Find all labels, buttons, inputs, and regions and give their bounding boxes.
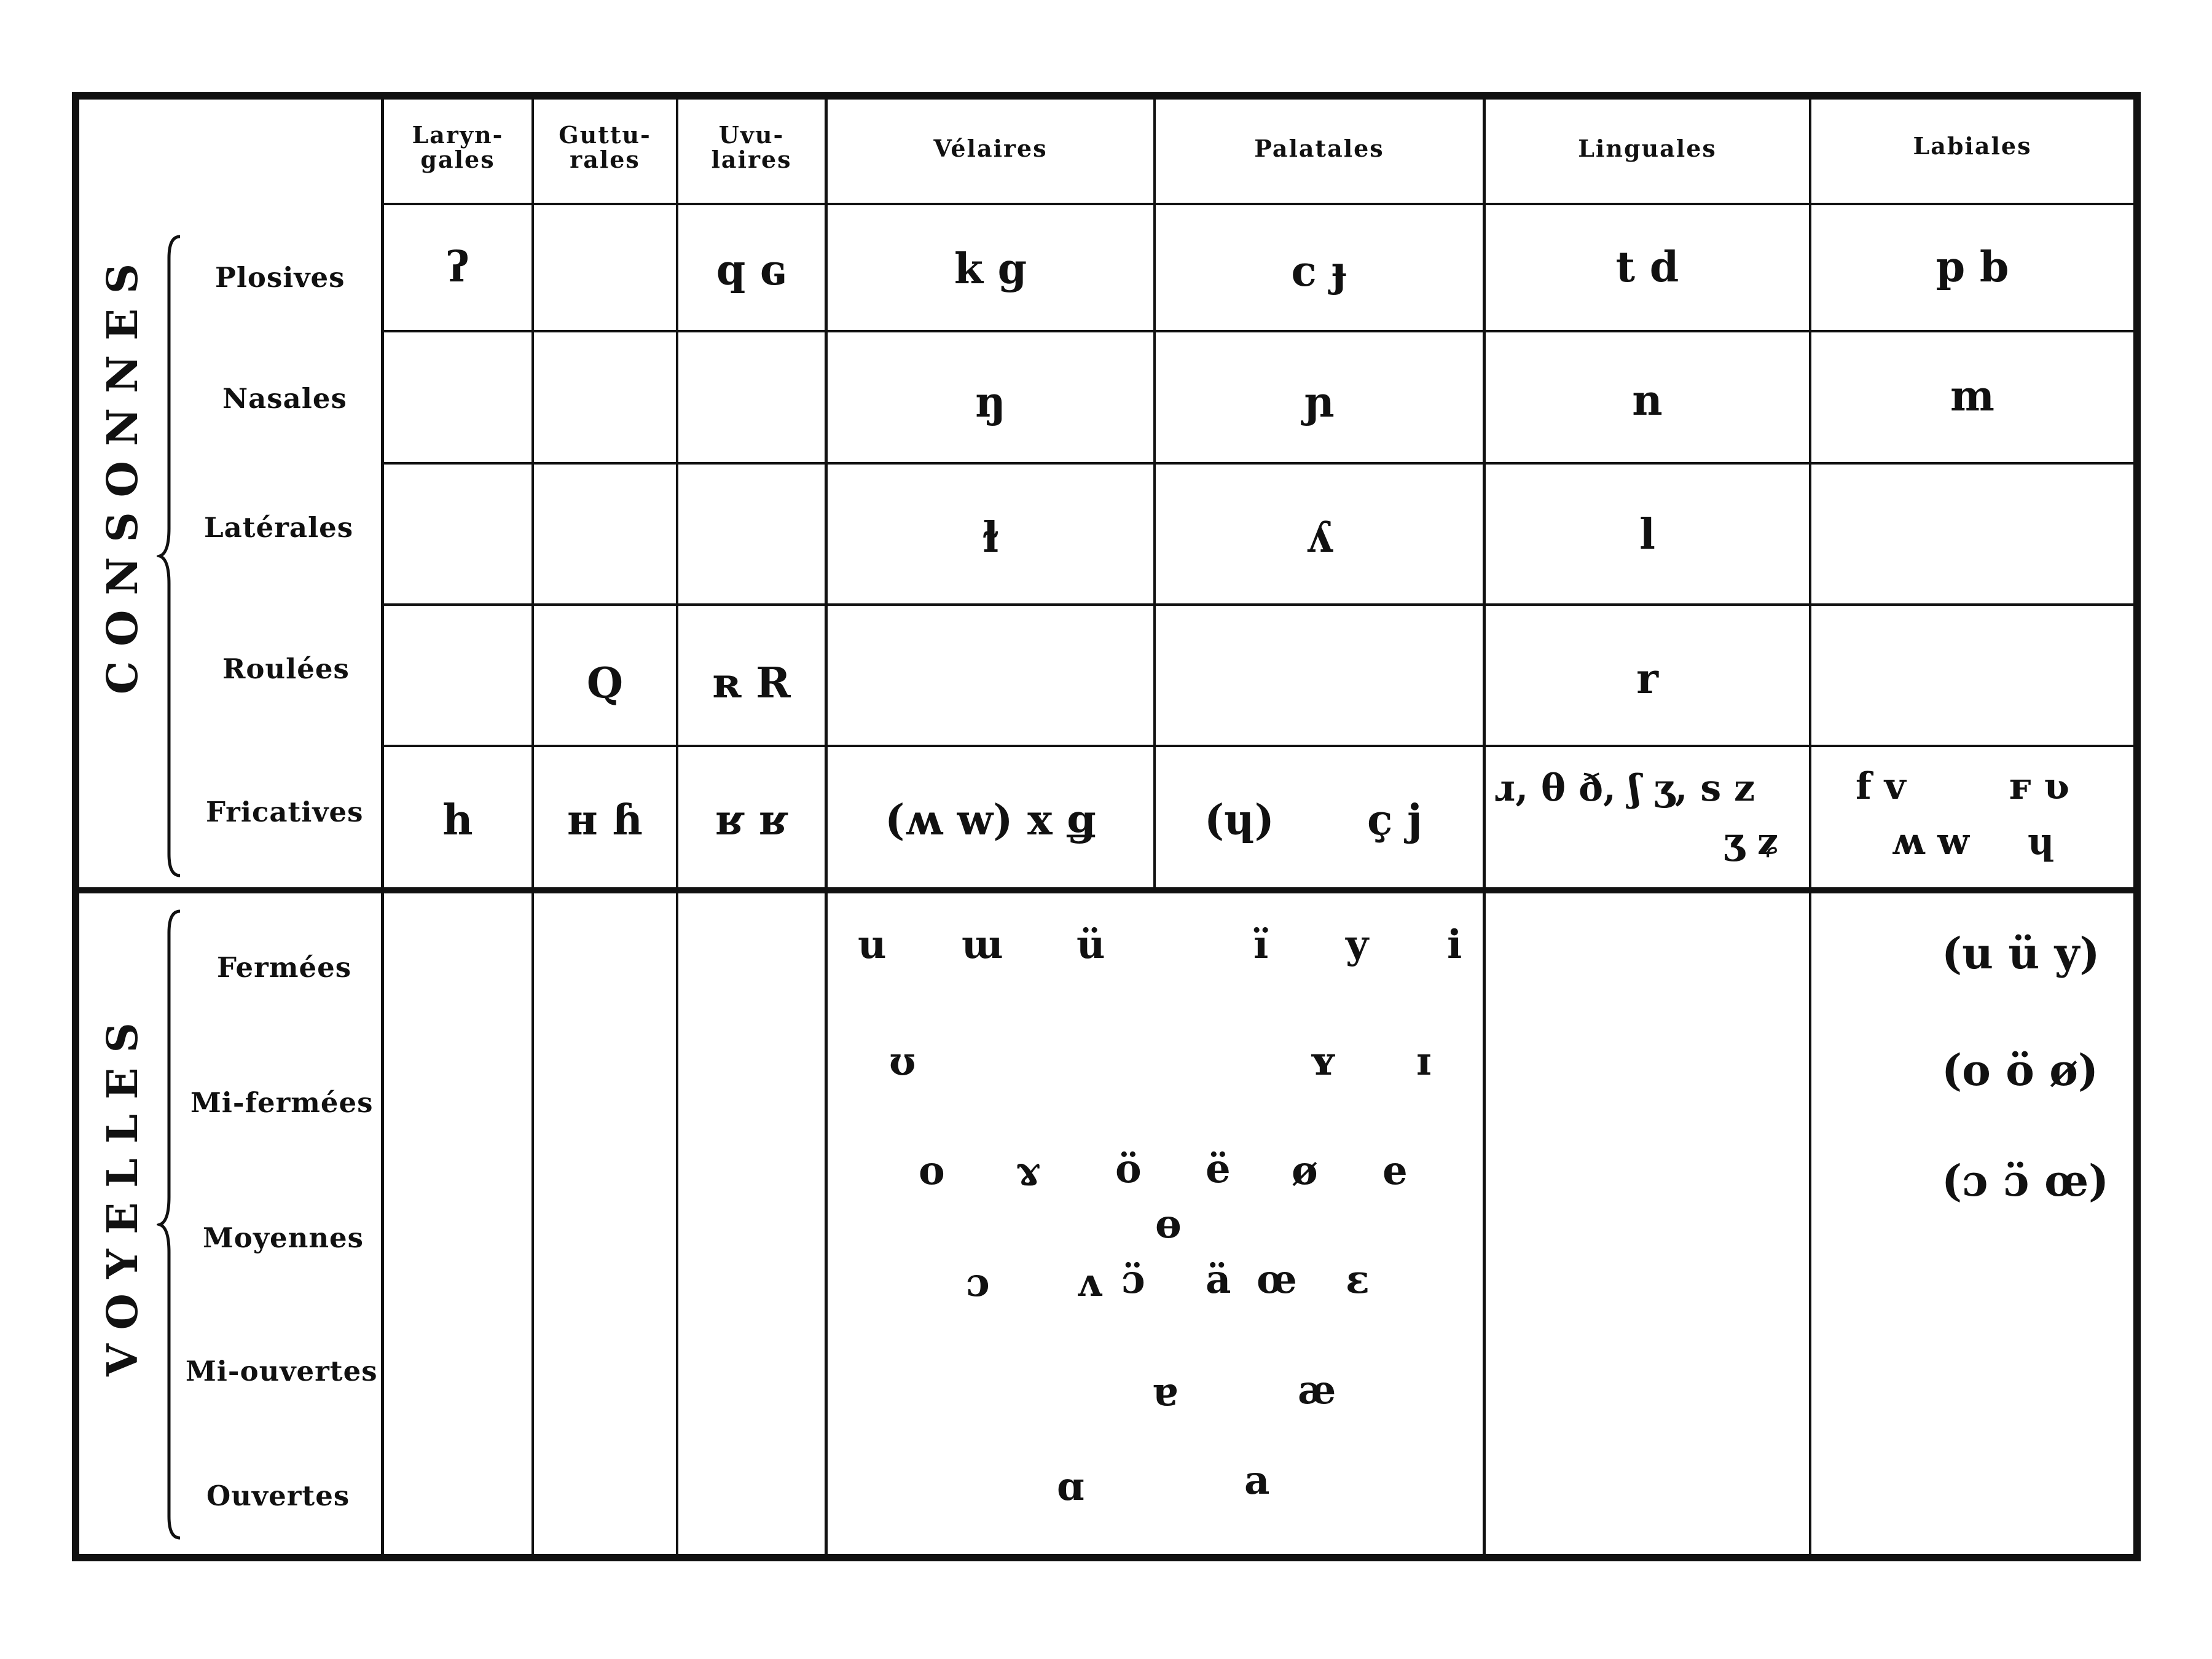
vowel-mi-ouverte: ɔ [966, 1260, 990, 1306]
cell-plosive-linguales: t d [1615, 243, 1679, 292]
cell-trill-gutturales: Q [586, 659, 624, 708]
consonnes-brace [157, 233, 187, 879]
row-divider-4 [381, 745, 2133, 747]
vowel-fermee: u [858, 922, 887, 968]
cell-nasal-labiales: m [1950, 372, 1994, 421]
vowel-fermee: ï [1253, 922, 1269, 968]
vowel-mi-ouverte: ɔ̈ [1121, 1257, 1145, 1303]
vowel-mi-fermee: ɪ [1416, 1038, 1432, 1084]
cell-fricative-palatales-a: (ɥ) [1204, 796, 1274, 845]
vowel-mi-ouverte: æ [1298, 1367, 1336, 1413]
col-divider-6 [1809, 98, 1811, 1555]
cell-trill-linguales: r [1636, 654, 1658, 704]
cell-fricative-velaires: (ʍ w) x ǥ [885, 796, 1096, 845]
cell-fricative-uvulaires: ʁ ʁ [715, 796, 788, 845]
row-label-mi-ouvertes: Mi-ouvertes [186, 1355, 378, 1387]
vowel-mi-ouverte: ɐ [1152, 1369, 1178, 1415]
row-label-plosives: Plosives [215, 261, 345, 294]
row-label-nasales: Nasales [222, 382, 347, 415]
vowel-mi-fermee: ʊ [889, 1038, 916, 1084]
cell-fricative-linguales-a: ɹ, θ ð, ʃ ʒ, s z [1494, 767, 1755, 810]
header-gutturales: Guttu- rales [559, 121, 651, 173]
cell-lateral-linguales: l [1639, 510, 1655, 559]
cell-fricative-palatales-b: ç j [1367, 796, 1422, 845]
vowel-moyenne: ë [1206, 1146, 1231, 1192]
row-divider-3 [381, 603, 2133, 606]
cell-plosive-uvulaires: q ɢ [716, 246, 787, 295]
cell-plosive-laryngales: ʔ [446, 243, 469, 292]
row-label-laterales: Latérales [204, 511, 354, 544]
vowel-moyenne: ɤ [1016, 1148, 1041, 1194]
header-labiales: Labiales [1913, 132, 2032, 160]
cell-plosive-labiales: p b [1936, 243, 2009, 292]
cell-fricative-labiales-a: f v [1856, 765, 1906, 808]
vowel-fermee: y [1346, 922, 1369, 968]
vowel-fermee: ɯ [962, 922, 1003, 968]
cell-fricative-labiales-b: ꜰ ʋ [2009, 765, 2070, 808]
cell-lateral-velaires: ɫ [982, 513, 999, 562]
group-label-voyelles: VOYELLES [98, 1008, 147, 1376]
cell-fricative-laryngales: h [442, 796, 473, 845]
vowel-fermee: i [1447, 922, 1462, 968]
voyelles-brace [157, 908, 187, 1541]
row-label-mi-fermees: Mi-fermées [190, 1086, 374, 1119]
vowel-fermee: ü [1077, 922, 1105, 968]
row-label-roulees: Roulées [222, 653, 350, 685]
group-label-consonnes: CONSONNES [98, 248, 147, 694]
vowel-moyenne: e [1382, 1148, 1408, 1194]
cell-fricative-labiales-d: ɥ [2028, 820, 2055, 863]
vowel-mi-fermee: ʏ [1309, 1038, 1338, 1084]
vowel-moyenne: ø [1292, 1148, 1318, 1194]
header-velaires: Vélaires [933, 135, 1048, 162]
col-divider-4 [1153, 98, 1156, 892]
vowel-labiale-moyennes: (ɔ ɔ̈ œ) [1942, 1155, 2109, 1206]
cell-lateral-palatales: ʎ [1306, 513, 1333, 562]
vowel-moyenne-central: ɵ [1155, 1201, 1182, 1247]
vowel-ouverte: a [1244, 1457, 1270, 1504]
vowel-moyenne: ö [1115, 1146, 1142, 1192]
vowel-mi-ouverte: ʌ [1077, 1260, 1102, 1306]
row-divider-2 [381, 462, 2133, 465]
row-label-fricatives: Fricatives [206, 796, 364, 828]
cell-nasal-linguales: n [1632, 376, 1663, 425]
vowel-labiale-fermees: (u ü y) [1942, 928, 2100, 979]
cell-fricative-labiales-c: ʍ w [1891, 820, 1969, 863]
header-palatales: Palatales [1254, 135, 1384, 162]
header-linguales: Linguales [1578, 135, 1717, 162]
vowel-labiale-mi-fermees: (o ö ø) [1942, 1045, 2099, 1096]
cell-nasal-velaires: ŋ [975, 378, 1006, 427]
header-uvulaires: Uvu- laires [711, 121, 792, 173]
cell-nasal-palatales: ɲ [1304, 378, 1335, 427]
cell-fricative-linguales-b: ʒ ʑ [1724, 820, 1779, 863]
vowel-mi-ouverte: ɛ [1346, 1257, 1370, 1303]
row-label-moyennes: Moyennes [203, 1222, 364, 1254]
col-divider-5 [1483, 98, 1486, 1555]
row-label-fermees: Fermées [217, 951, 352, 984]
cell-fricative-gutturales: ʜ ɦ [567, 796, 643, 845]
vowel-mi-ouverte: ä [1206, 1257, 1231, 1303]
vowel-moyenne: o [919, 1148, 945, 1194]
cell-plosive-palatales: c ɟ [1291, 247, 1347, 296]
section-divider [79, 887, 2133, 893]
row-divider-1 [381, 330, 2133, 332]
header-laryngales: Laryn- gales [412, 121, 504, 173]
vowel-ouverte: ɑ [1057, 1464, 1084, 1510]
row-label-ouvertes: Ouvertes [206, 1480, 350, 1512]
vowel-mi-ouverte: œ [1257, 1257, 1297, 1303]
header-divider [381, 203, 2133, 205]
cell-plosive-velaires: k g [954, 245, 1027, 294]
cell-trill-uvulaires: ʀ R [712, 659, 791, 708]
